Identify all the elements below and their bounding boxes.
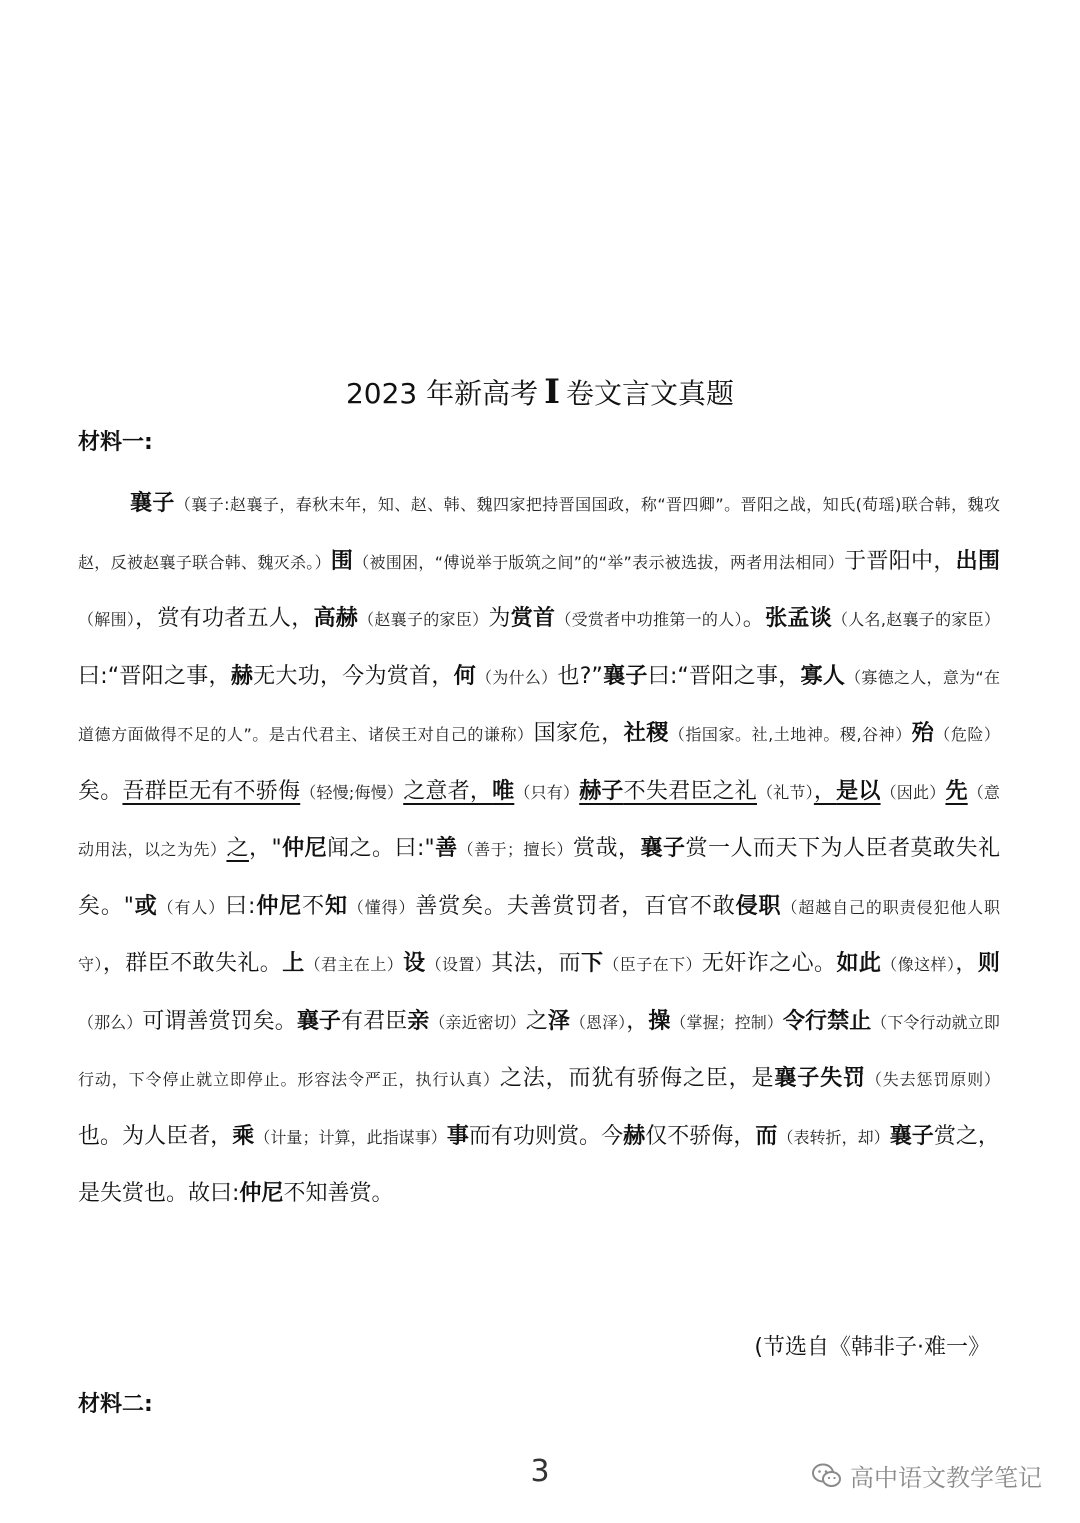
- annotation-note: （臣子在下）: [603, 955, 702, 974]
- key-term: 襄子: [296, 1008, 342, 1034]
- annotation-note: （赵襄子的家臣）: [358, 610, 489, 629]
- passage-segment: 不知善赏。: [283, 1181, 394, 1206]
- key-term: 殆: [911, 721, 935, 746]
- key-term: 襄子: [640, 836, 686, 861]
- passage-segment: 可谓善赏罚矣。: [142, 1008, 297, 1034]
- key-term: 赏首: [510, 606, 556, 631]
- underlined-sentence: [579, 779, 623, 804]
- key-term: 操: [648, 1008, 671, 1034]
- key-term: 乘: [232, 1123, 255, 1149]
- annotation-note: （轻慢;侮慢）: [300, 782, 404, 802]
- underlined-sentence: [226, 836, 249, 861]
- annotation-note: （那么）: [78, 1012, 143, 1032]
- passage-segment: 闻之。曰:": [327, 836, 435, 861]
- key-term: 泽: [547, 1008, 570, 1034]
- passage-segment: 矣。: [78, 778, 123, 804]
- annotation-note: （为什么）: [476, 667, 558, 687]
- annotation-note: （失去惩罚原则）: [865, 1070, 1000, 1089]
- passage-segment: 于晋阳中，: [844, 548, 956, 574]
- annotation-note: （设置）: [425, 955, 492, 974]
- key-term: 仲尼: [239, 1181, 284, 1206]
- key-term: 襄子: [889, 1123, 934, 1149]
- passage-segment: ，: [626, 1008, 649, 1034]
- passage-segment: 赏之，是失赏也。故曰:: [78, 1123, 1000, 1206]
- passage-segment: ，: [813, 778, 837, 804]
- source-citation: (节选自《韩非子·难一》: [754, 1335, 990, 1360]
- key-term: 襄子: [130, 491, 175, 516]
- key-term: 何: [453, 663, 477, 689]
- passage-segment: 之法，而犹有骄侮之臣，是: [499, 1066, 775, 1091]
- annotation-note: （因此）: [880, 782, 946, 802]
- annotation-note: （下令行动就立即行动，下令停止就立即停止。形容法令严正，执行认真）: [78, 1012, 1000, 1089]
- passage-segment: 国家危，: [533, 721, 624, 746]
- underlined-sentence: [492, 779, 514, 804]
- title-prefix: 2023 年新高考: [345, 377, 539, 410]
- key-term: 仲尼: [281, 836, 328, 861]
- passage-segment: ，": [248, 836, 282, 861]
- underlined-sentence: [403, 779, 492, 804]
- annotation-note: （掌握；控制）: [670, 1012, 783, 1032]
- passage-segment: 赏一人而天下为人臣者莫敢失礼矣。": [78, 836, 1000, 919]
- key-term: 上: [282, 951, 305, 976]
- passage-segment: 之意者，: [403, 778, 493, 804]
- annotation-note: （寡德之人，意为“在道德方面做得不足的人”。是古代君主、诸侯王对自己的谦称）: [78, 667, 1000, 744]
- key-term: 襄子: [774, 1066, 821, 1091]
- passage-segment: 也。为人臣者，: [78, 1123, 233, 1149]
- key-term: 唯: [492, 778, 515, 804]
- annotation-note: （超越自己的职责侵犯他人职守）: [78, 897, 1000, 974]
- passage-segment: 。: [742, 606, 766, 631]
- section-label-material-2: 材料二:: [78, 1392, 153, 1417]
- key-term: 设: [403, 951, 426, 976]
- section-label-material-1: 材料一:: [78, 430, 153, 455]
- key-term: 事: [446, 1123, 469, 1149]
- annotation-note: （像这样）: [881, 955, 956, 974]
- key-term: 襄子: [602, 663, 648, 689]
- underlined-sentence: [836, 779, 880, 804]
- key-term: 赫: [230, 663, 254, 689]
- key-term: 社稷: [623, 721, 669, 746]
- passage-segment: 无奸诈之心。: [701, 951, 837, 976]
- annotation-note: （指国家。社,土地神。稷,谷神）: [668, 725, 912, 744]
- title-suffix: 卷文言文真题: [566, 377, 735, 410]
- key-term: 下: [580, 951, 604, 976]
- key-term: 如此: [836, 951, 882, 976]
- annotation-note: （计量；计算，此指谋事）: [254, 1127, 447, 1147]
- annotation-note: （襄子:赵襄子，春秋末年，知、赵、韩、魏四家把持晋国国政，称“晋四卿”。晋阳之战，知氏(荀瑶)联合韩，魏攻赵，反被赵襄子联合韩、魏灭杀。）: [78, 495, 1000, 572]
- page-number: 3: [530, 1454, 550, 1489]
- annotation-note: （亲近密切）: [429, 1012, 526, 1032]
- key-term: 仲尼: [255, 893, 303, 919]
- key-term: 围: [330, 548, 354, 574]
- key-term: 失罚: [820, 1066, 866, 1091]
- passage-segment: 曰:“晋阳之事，: [78, 663, 231, 689]
- passage-segment: 曰:: [225, 893, 256, 919]
- passage-segment: 之: [525, 1008, 548, 1034]
- passage-segment: 善赏矣。夫善赏罚者，百官不敢: [415, 893, 736, 919]
- annotation-note: （恩泽）: [569, 1012, 627, 1032]
- passage-segment: 仅不骄侮，: [645, 1123, 756, 1149]
- key-term: 高赫: [313, 606, 359, 631]
- key-term: 知: [324, 893, 348, 919]
- underlined-sentence: [814, 779, 836, 804]
- annotation-note: （人名,赵襄子的家臣）: [831, 610, 1000, 629]
- passage-segment: ，赏有功者五人，: [135, 606, 314, 631]
- annotation-note: （表转折，却）: [777, 1127, 890, 1147]
- key-term: 先: [945, 778, 968, 804]
- passage-segment: 也?”: [557, 663, 603, 689]
- wechat-icon: [812, 1463, 842, 1489]
- key-term: 或: [133, 893, 158, 919]
- key-term: 是以: [836, 778, 881, 804]
- key-term: 侵职: [735, 893, 782, 919]
- key-term: 张孟谈: [765, 606, 832, 631]
- passage-segment: 不: [302, 893, 325, 919]
- key-term: 而: [755, 1123, 778, 1149]
- passage-segment: 吾群臣无有不骄侮: [122, 778, 301, 804]
- passage-segment: 之: [226, 836, 249, 861]
- annotation-note: （君主在上）: [304, 955, 404, 974]
- watermark: [812, 1458, 1042, 1493]
- passage-segment: 无大功，今为赏首，: [253, 663, 454, 689]
- annotation-note: （善于；擅长）: [457, 840, 574, 859]
- annotation-note: （只有）: [514, 782, 580, 802]
- annotation-note: （意动用法，以之为先）: [78, 782, 1000, 859]
- passage-segment: 有君臣: [341, 1008, 408, 1034]
- key-term: 善: [434, 836, 458, 861]
- underlined-sentence: [945, 779, 967, 804]
- annotation-note: （受赏者中功推第一的人）: [555, 610, 743, 629]
- key-term: 赫子: [579, 778, 624, 804]
- annotation-note: （礼节）: [756, 782, 814, 802]
- title-roman-numeral: I: [544, 372, 561, 412]
- key-term: 寡人: [800, 663, 846, 689]
- annotation-note: （危险）: [934, 725, 1000, 744]
- passage-text: [78, 476, 1000, 1223]
- annotation-note: （解围）: [78, 610, 136, 629]
- annotation-note: （懂得）: [347, 897, 416, 917]
- underlined-sentence: [122, 779, 300, 804]
- key-term: 赫: [623, 1123, 646, 1149]
- watermark-text: 高中语文教学笔记: [850, 1464, 1042, 1492]
- passage-segment: 其法，而: [491, 951, 581, 976]
- key-term: 亲: [407, 1008, 430, 1034]
- passage-segment: ，群臣不敢失礼。: [102, 951, 283, 976]
- passage-segment: 曰:“晋阳之事，: [647, 663, 801, 689]
- page-title: [0, 370, 1080, 416]
- annotation-note: （被围困，“傅说举于版筑之间”的“举”表示被选拔，两者用法相同）: [353, 552, 845, 572]
- underlined-sentence: [624, 779, 757, 804]
- passage-segment: 而有功则赏。今: [468, 1123, 624, 1149]
- key-term: 出围: [955, 548, 1000, 574]
- annotation-note: （有人）: [157, 897, 226, 917]
- passage-segment: ，: [955, 951, 978, 976]
- key-term: 令行禁止: [782, 1008, 872, 1034]
- key-term: 则: [977, 951, 1000, 976]
- passage-segment: 为: [488, 606, 511, 631]
- passage-segment: 赏哉，: [573, 836, 641, 861]
- passage-segment: 不失君臣之礼: [623, 778, 757, 804]
